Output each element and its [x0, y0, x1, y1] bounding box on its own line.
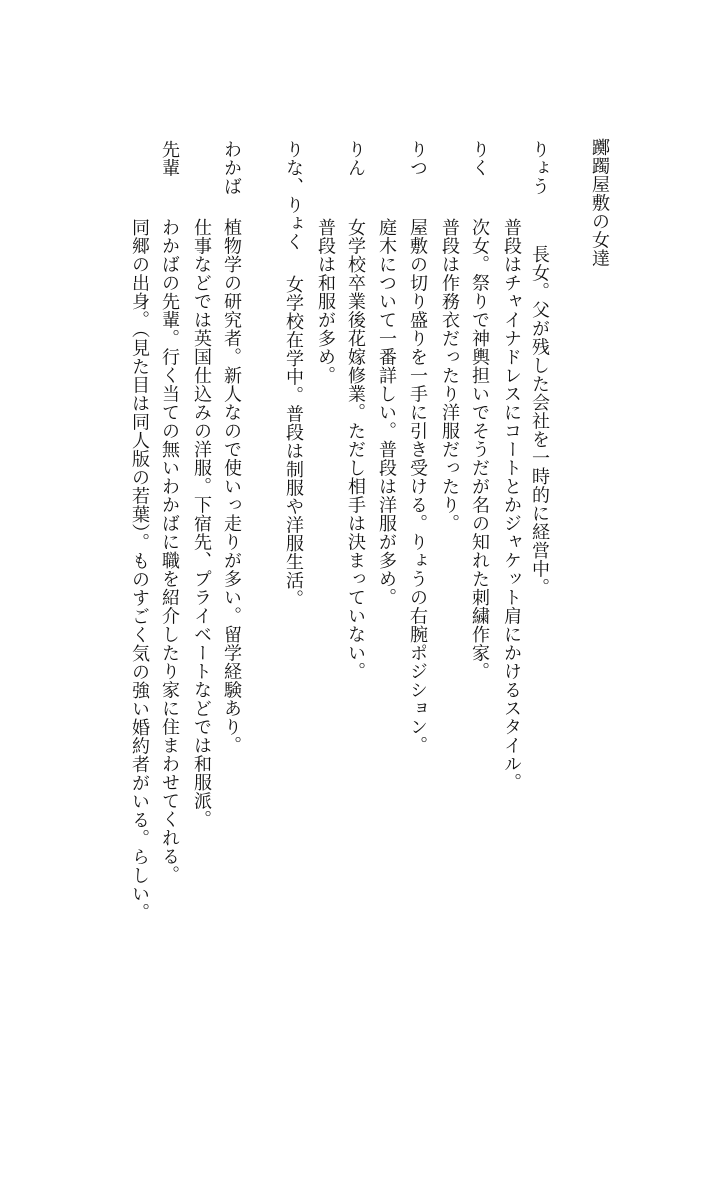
character-line-riku-1: 次女。祭りで神輿担いでそうだが名の知れた刺繍作家。 [469, 218, 490, 681]
character-line-senpai-2: 同郷の出身。（見た目は同人版の若葉）。ものすごく気の強い婚約者がいる。らしい。 [129, 218, 150, 922]
character-line-riku-2: 普段は作務衣だったり洋服だったり。 [439, 218, 460, 533]
character-name-rin: りん [345, 140, 366, 177]
character-line-wakaba-2: 仕事などでは英国仕込みの洋服。下宿先、プライベートなどでは和服派。 [191, 218, 212, 829]
character-line-ryou-1: 長女。父が残した会社を一時的に経営中。 [529, 245, 550, 597]
character-line-rin-2: 普段は和服が多め。 [315, 218, 336, 385]
character-line-wakaba-1: 植物学の研究者。新人なので使いっ走りが多い。留学経験あり。 [221, 218, 242, 755]
character-name-senpai: 先輩 [159, 140, 180, 177]
character-line-ritsu-2: 庭木について一番詳しい。普段は洋服が多め。 [376, 218, 397, 607]
character-name-rina-ryoku: りな、りょく [283, 140, 304, 251]
character-line-senpai-1: わかばの先輩。行く当ての無いわかばに職を紹介したり家に住まわせてくれる。 [159, 218, 180, 884]
character-name-ritsu: りつ [407, 140, 428, 177]
character-line-rina-ryoku-1: 女学校在学中。普段は制服や洋服生活。 [283, 275, 304, 608]
character-line-ryou-2: 普段はチャイナドレスにコートとかジャケット肩にかけるスタイル。 [501, 218, 522, 792]
character-line-ritsu-1: 屋敷の切り盛りを一手に引き受ける。りょうの右腕ポジション。 [407, 218, 428, 755]
character-name-wakaba: わかば [221, 140, 242, 196]
character-line-rin-1: 女学校卒業後花嫁修業。ただし相手は決まっていない。 [345, 218, 366, 681]
character-name-riku: りく [469, 140, 490, 177]
character-name-ryou: りょう [529, 140, 550, 196]
document-title: 躑躅屋敷の女達 [589, 138, 610, 268]
